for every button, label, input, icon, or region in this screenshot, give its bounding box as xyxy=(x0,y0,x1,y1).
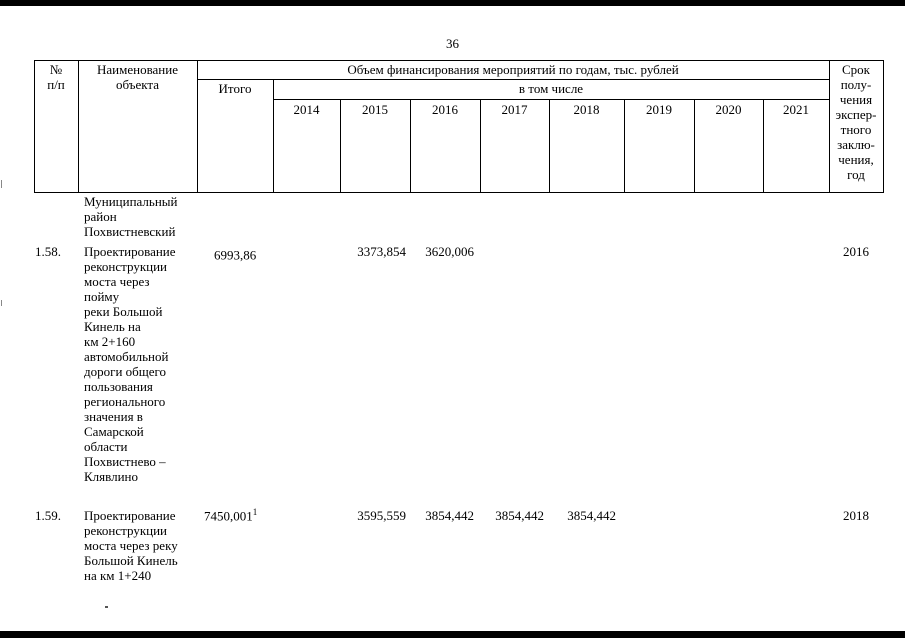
header-year: 2017 xyxy=(501,102,528,117)
header-year: 2021 xyxy=(783,102,809,117)
header-total: Итого xyxy=(218,81,252,96)
row-term: 2016 xyxy=(843,244,869,259)
page-number: 36 xyxy=(446,36,459,51)
header-year: 2015 xyxy=(362,102,388,117)
row-total: 6993,86 xyxy=(214,247,257,263)
row-value-2017: 3854,442 xyxy=(495,508,544,523)
row-name: Проектирование реконструкции моста через пойму реки Большой Кинель на км 2+160 автомобильной дороги общего пользования регионального значения в Самарской области Похвистнево – Клявлино xyxy=(84,244,176,484)
header-year: 2014 xyxy=(293,102,320,117)
header-incl: в том числе xyxy=(518,81,584,96)
row-value-2016: 3620,006 xyxy=(425,244,474,259)
bottom-border-bar xyxy=(0,631,905,638)
row-value-2016: 3854,442 xyxy=(425,508,474,523)
row-value-2015: 3595,559 xyxy=(357,508,406,523)
row-value-2015: 3373,854 xyxy=(357,244,406,259)
header-year: 2019 xyxy=(646,102,672,117)
header-term: Срок полу- чения экспер- тного заклю- чения, год xyxy=(835,62,877,182)
header-name: Наименование объекта xyxy=(97,62,178,92)
header-year: 2016 xyxy=(432,102,458,117)
scan-speck xyxy=(105,606,108,608)
row-num: 1.59. xyxy=(35,508,61,523)
row-name: Проектирование реконструкции моста через реку Большой Кинель на км 1+240 xyxy=(84,508,178,583)
header-year: 2020 xyxy=(715,102,742,117)
header-num: № п/п xyxy=(47,62,65,92)
row-total: 7450,001$^1$ xyxy=(204,507,258,524)
header-volume: Объем финансирования мероприятий по годам, тыс. рублей xyxy=(347,62,679,77)
header-year: 2018 xyxy=(573,102,600,117)
section-title: Муниципальный район Похвистневский xyxy=(84,194,178,239)
row-value-2018: 3854,442 xyxy=(567,508,616,523)
row-num: 1.58. xyxy=(35,244,61,259)
row-term: 2018 xyxy=(843,508,869,523)
